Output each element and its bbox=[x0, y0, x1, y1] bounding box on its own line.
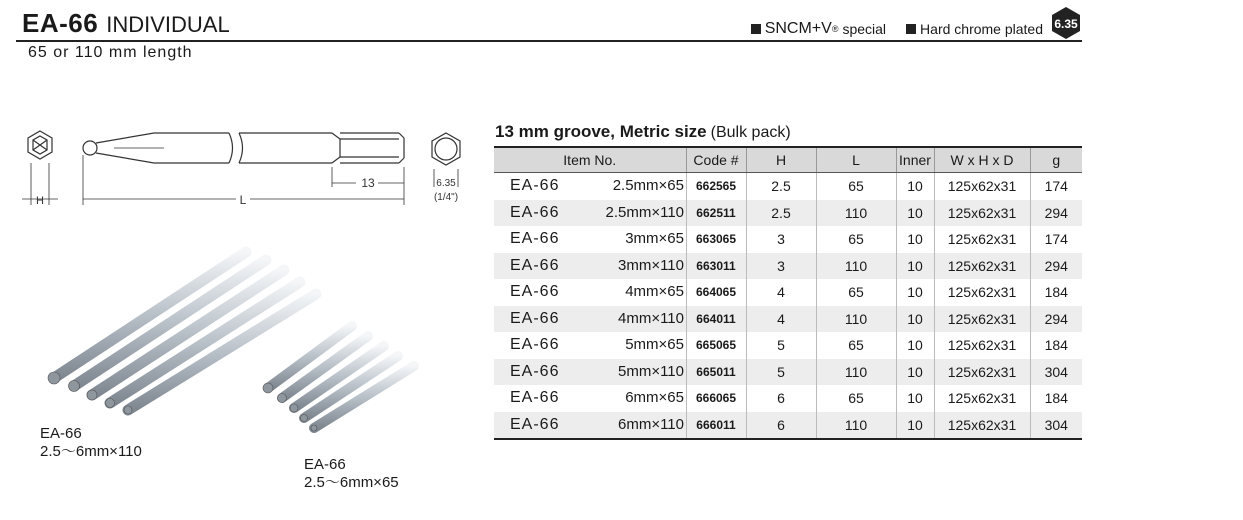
bit-dimension-diagram bbox=[14, 125, 484, 215]
item-size: 4mm×65 bbox=[625, 283, 684, 301]
dims-cell: 125x62x31 bbox=[934, 279, 1030, 306]
inner-cell: 10 bbox=[896, 306, 934, 333]
item-size: 3mm×110 bbox=[617, 256, 684, 274]
h-cell: 2.5 bbox=[746, 173, 816, 200]
code-cell: 664011 bbox=[686, 306, 746, 333]
item-size: 6mm×65 bbox=[625, 389, 684, 407]
weight-cell: 184 bbox=[1030, 385, 1082, 412]
dims-cell: 125x62x31 bbox=[934, 306, 1030, 333]
column-header: W x H x D bbox=[934, 147, 1030, 173]
column-header: g bbox=[1030, 147, 1082, 173]
item-no-cell bbox=[494, 226, 686, 253]
h-cell: 4 bbox=[746, 279, 816, 306]
code-cell: 666011 bbox=[686, 412, 746, 440]
item-no-cell bbox=[494, 306, 686, 333]
dims-cell: 125x62x31 bbox=[934, 332, 1030, 359]
column-header: L bbox=[816, 147, 896, 173]
item-size: 5mm×110 bbox=[617, 362, 684, 380]
code-cell: 665011 bbox=[686, 359, 746, 386]
dims-cell: 125x62x31 bbox=[934, 226, 1030, 253]
item-model: EA-66 bbox=[510, 336, 560, 354]
dims-cell: 125x62x31 bbox=[934, 385, 1030, 412]
short-bits-caption: EA-66 2.5～6mm×65 bbox=[304, 456, 399, 491]
inner-cell: 10 bbox=[896, 332, 934, 359]
dims-cell: 125x62x31 bbox=[934, 200, 1030, 227]
table-row bbox=[494, 253, 1082, 280]
spec-table bbox=[494, 146, 1082, 440]
hex-end-view-icon bbox=[28, 131, 52, 159]
svg-text:6.35: 6.35 bbox=[1054, 17, 1078, 31]
square-bullet-icon bbox=[751, 24, 761, 34]
inner-cell: 10 bbox=[896, 200, 934, 227]
model-name: EA-66 bbox=[22, 8, 99, 38]
material-badges bbox=[737, 20, 1043, 38]
weight-cell: 174 bbox=[1030, 226, 1082, 253]
table-row bbox=[494, 200, 1082, 227]
h-cell: 4 bbox=[746, 306, 816, 333]
item-model: EA-66 bbox=[510, 230, 560, 248]
l-cell: 110 bbox=[816, 412, 896, 440]
code-cell: 663065 bbox=[686, 226, 746, 253]
l-cell: 110 bbox=[816, 359, 896, 386]
table-row bbox=[494, 306, 1082, 333]
l-cell: 65 bbox=[816, 226, 896, 253]
item-model: EA-66 bbox=[510, 362, 560, 380]
item-no-cell bbox=[494, 279, 686, 306]
material-badge: SNCM+V ® special bbox=[751, 20, 886, 38]
table-header-row bbox=[494, 147, 1082, 173]
long-bits-caption: EA-66 2.5～6mm×110 bbox=[40, 425, 142, 460]
l-cell: 65 bbox=[816, 173, 896, 200]
weight-cell: 304 bbox=[1030, 412, 1082, 440]
table-row bbox=[494, 359, 1082, 386]
h-cell: 5 bbox=[746, 332, 816, 359]
weight-cell: 184 bbox=[1030, 332, 1082, 359]
l-cell: 65 bbox=[816, 332, 896, 359]
l-cell: 65 bbox=[816, 279, 896, 306]
table-row bbox=[494, 385, 1082, 412]
hex-size-badge-icon bbox=[1049, 6, 1083, 40]
l-cell: 65 bbox=[816, 385, 896, 412]
dims-cell: 125x62x31 bbox=[934, 359, 1030, 386]
column-header: Inner bbox=[896, 147, 934, 173]
code-cell: 666065 bbox=[686, 385, 746, 412]
h-cell: 3 bbox=[746, 253, 816, 280]
square-bullet-icon bbox=[906, 24, 916, 34]
l-cell: 110 bbox=[816, 306, 896, 333]
code-cell: 665065 bbox=[686, 332, 746, 359]
table-row bbox=[494, 412, 1082, 440]
table-row bbox=[494, 226, 1082, 253]
inner-cell: 10 bbox=[896, 385, 934, 412]
item-no-cell bbox=[494, 359, 686, 386]
inner-cell: 10 bbox=[896, 226, 934, 253]
item-no-cell bbox=[494, 412, 686, 440]
h-cell: 6 bbox=[746, 412, 816, 440]
h-cell: 2.5 bbox=[746, 200, 816, 227]
h-dimension-label: H bbox=[36, 195, 44, 207]
l-cell: 110 bbox=[816, 200, 896, 227]
groove-dimension-label: 13 bbox=[361, 176, 375, 190]
inner-cell: 10 bbox=[896, 412, 934, 440]
item-model: EA-66 bbox=[510, 389, 560, 407]
shank-inch-label: (1/4") bbox=[433, 192, 459, 203]
item-no-cell bbox=[494, 253, 686, 280]
item-model: EA-66 bbox=[510, 309, 560, 327]
item-no-cell bbox=[494, 385, 686, 412]
h-cell: 6 bbox=[746, 385, 816, 412]
weight-cell: 294 bbox=[1030, 253, 1082, 280]
h-cell: 5 bbox=[746, 359, 816, 386]
short-bits-65mm bbox=[268, 326, 414, 428]
variant-name: INDIVIDUAL bbox=[106, 12, 230, 37]
weight-cell: 304 bbox=[1030, 359, 1082, 386]
item-no-cell bbox=[494, 332, 686, 359]
table-title: 13 mm groove, Metric size (Bulk pack) bbox=[495, 122, 791, 141]
table-row bbox=[494, 279, 1082, 306]
dims-cell: 125x62x31 bbox=[934, 412, 1030, 440]
item-no-cell bbox=[494, 173, 686, 200]
column-header: Code # bbox=[686, 147, 746, 173]
h-cell: 3 bbox=[746, 226, 816, 253]
item-model: EA-66 bbox=[510, 203, 560, 221]
l-cell: 110 bbox=[816, 253, 896, 280]
code-cell: 664065 bbox=[686, 279, 746, 306]
bit-side-view bbox=[83, 133, 404, 163]
dims-cell: 125x62x31 bbox=[934, 173, 1030, 200]
header-rule bbox=[16, 40, 1082, 42]
dims-cell: 125x62x31 bbox=[934, 253, 1030, 280]
inner-cell: 10 bbox=[896, 359, 934, 386]
code-cell: 663011 bbox=[686, 253, 746, 280]
item-size: 3mm×65 bbox=[625, 230, 684, 248]
weight-cell: 294 bbox=[1030, 306, 1082, 333]
item-size: 2.5mm×110 bbox=[605, 203, 684, 221]
item-size: 4mm×110 bbox=[617, 309, 684, 327]
l-dimension-label: L bbox=[239, 193, 247, 207]
item-model: EA-66 bbox=[510, 283, 560, 301]
inner-cell: 10 bbox=[896, 173, 934, 200]
column-header: Item No. bbox=[494, 147, 686, 173]
finish-badge: Hard chrome plated bbox=[906, 21, 1043, 37]
item-no-cell bbox=[494, 200, 686, 227]
item-model: EA-66 bbox=[510, 415, 560, 433]
inner-cell: 10 bbox=[896, 253, 934, 280]
weight-cell: 174 bbox=[1030, 173, 1082, 200]
item-size: 6mm×110 bbox=[617, 415, 684, 433]
item-size: 2.5mm×65 bbox=[612, 177, 684, 195]
shank-size-label: 6.35 bbox=[436, 178, 456, 189]
table-row bbox=[494, 173, 1082, 200]
code-cell: 662565 bbox=[686, 173, 746, 200]
page-title bbox=[22, 8, 230, 39]
item-model: EA-66 bbox=[510, 256, 560, 274]
weight-cell: 294 bbox=[1030, 200, 1082, 227]
product-photo bbox=[36, 238, 456, 438]
weight-cell: 184 bbox=[1030, 279, 1082, 306]
table-row bbox=[494, 332, 1082, 359]
inner-cell: 10 bbox=[896, 279, 934, 306]
code-cell: 662511 bbox=[686, 200, 746, 227]
column-header: H bbox=[746, 147, 816, 173]
item-size: 5mm×65 bbox=[625, 336, 684, 354]
item-model: EA-66 bbox=[510, 177, 560, 195]
length-subtitle: 65 or 110 mm length bbox=[28, 44, 193, 61]
hex-shank-view-icon bbox=[432, 133, 460, 165]
